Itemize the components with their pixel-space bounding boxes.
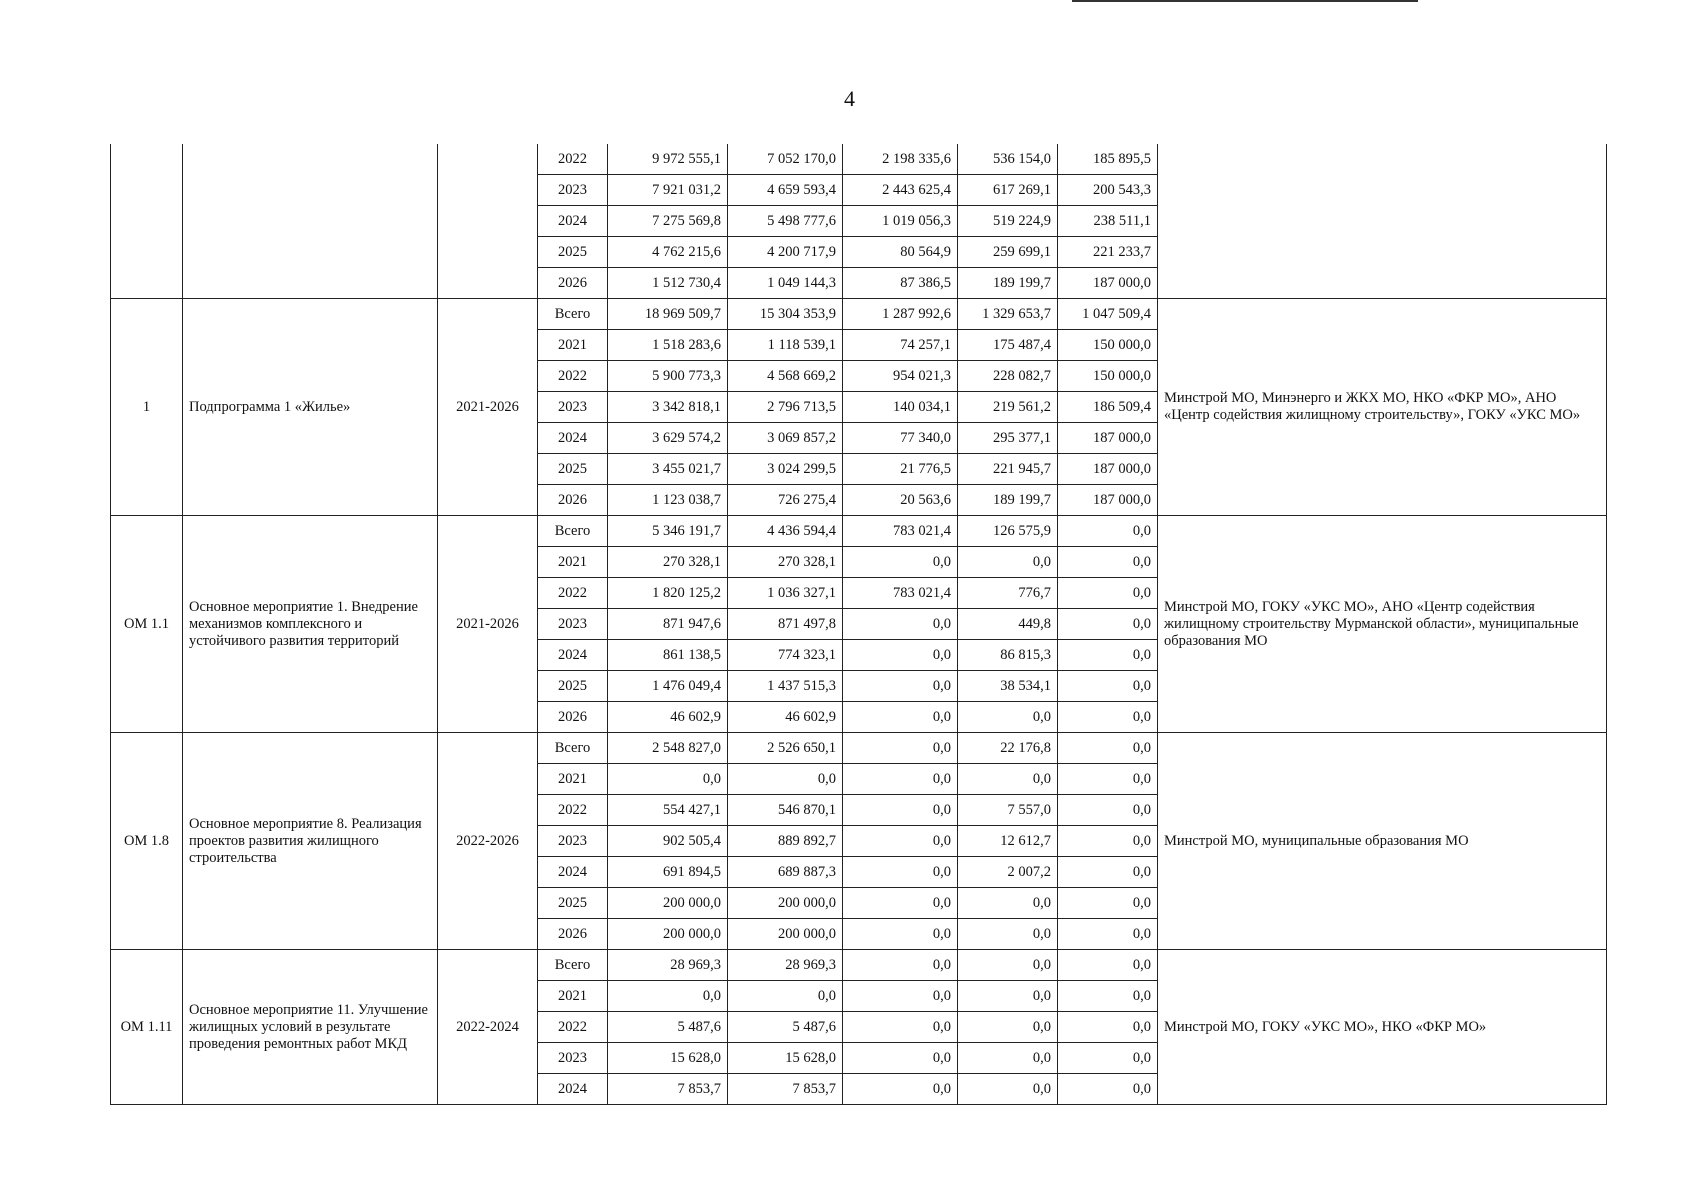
year-cell: Всего	[538, 516, 608, 547]
amount-cell-c4: 0,0	[1058, 857, 1158, 888]
amount-cell-c3: 1 329 653,7	[958, 299, 1058, 330]
amount-cell-c1: 28 969,3	[728, 950, 843, 981]
amount-cell-total: 270 328,1	[608, 547, 728, 578]
amount-cell-total: 4 762 215,6	[608, 237, 728, 268]
amount-cell-c4: 187 000,0	[1058, 454, 1158, 485]
amount-cell-total: 871 947,6	[608, 609, 728, 640]
amount-cell-c3: 776,7	[958, 578, 1058, 609]
amount-cell-total: 28 969,3	[608, 950, 728, 981]
amount-cell-total: 9 972 555,1	[608, 144, 728, 175]
amount-cell-c4: 150 000,0	[1058, 330, 1158, 361]
amount-cell-total: 0,0	[608, 981, 728, 1012]
item-term-cell: 2021-2026	[438, 299, 538, 516]
amount-cell-c4: 0,0	[1058, 671, 1158, 702]
amount-cell-c4: 0,0	[1058, 547, 1158, 578]
amount-cell-c3: 7 557,0	[958, 795, 1058, 826]
amount-cell-c1: 2 796 713,5	[728, 392, 843, 423]
amount-cell-c1: 726 275,4	[728, 485, 843, 516]
amount-cell-c2: 80 564,9	[843, 237, 958, 268]
amount-cell-c4: 0,0	[1058, 764, 1158, 795]
amount-cell-c3: 221 945,7	[958, 454, 1058, 485]
amount-cell-total: 861 138,5	[608, 640, 728, 671]
amount-cell-total: 5 900 773,3	[608, 361, 728, 392]
amount-cell-c2: 0,0	[843, 795, 958, 826]
amount-cell-c3: 22 176,8	[958, 733, 1058, 764]
year-cell: 2024	[538, 423, 608, 454]
amount-cell-c2: 20 563,6	[843, 485, 958, 516]
amount-cell-total: 200 000,0	[608, 888, 728, 919]
amount-cell-c1: 689 887,3	[728, 857, 843, 888]
amount-cell-c2: 2 443 625,4	[843, 175, 958, 206]
item-executors-cell: Минстрой МО, Минэнерго и ЖКХ МО, НКО «ФКР МО», АНО «Центр содействия жилищному строительству», ГОКУ «УКС МО»	[1158, 299, 1607, 516]
year-cell: 2021	[538, 764, 608, 795]
amount-cell-c1: 4 659 593,4	[728, 175, 843, 206]
amount-cell-c3: 0,0	[958, 764, 1058, 795]
year-cell: 2022	[538, 795, 608, 826]
amount-cell-c2: 0,0	[843, 1074, 958, 1105]
amount-cell-c1: 5 498 777,6	[728, 206, 843, 237]
continuation-executors-cell	[1158, 144, 1607, 299]
amount-cell-c4: 185 895,5	[1058, 144, 1158, 175]
amount-cell-c2: 77 340,0	[843, 423, 958, 454]
amount-cell-c3: 12 612,7	[958, 826, 1058, 857]
amount-cell-total: 3 455 021,7	[608, 454, 728, 485]
amount-cell-total: 1 820 125,2	[608, 578, 728, 609]
amount-cell-c2: 783 021,4	[843, 516, 958, 547]
year-cell: Всего	[538, 299, 608, 330]
amount-cell-total: 18 969 509,7	[608, 299, 728, 330]
item-number-cell: 1	[111, 299, 183, 516]
amount-cell-c2: 1 019 056,3	[843, 206, 958, 237]
amount-cell-c3: 449,8	[958, 609, 1058, 640]
item-name-cell: Подпрограмма 1 «Жилье»	[183, 299, 438, 516]
amount-cell-c1: 3 069 857,2	[728, 423, 843, 454]
item-number-cell: ОМ 1.11	[111, 950, 183, 1105]
amount-cell-total: 3 629 574,2	[608, 423, 728, 454]
year-cell: 2023	[538, 609, 608, 640]
amount-cell-c4: 200 543,3	[1058, 175, 1158, 206]
amount-cell-c4: 0,0	[1058, 981, 1158, 1012]
year-cell: 2026	[538, 268, 608, 299]
amount-cell-total: 3 342 818,1	[608, 392, 728, 423]
year-cell: 2024	[538, 1074, 608, 1105]
amount-cell-c4: 0,0	[1058, 950, 1158, 981]
amount-cell-total: 1 518 283,6	[608, 330, 728, 361]
year-cell: 2023	[538, 392, 608, 423]
amount-cell-c1: 46 602,9	[728, 702, 843, 733]
table-row	[111, 299, 1607, 330]
amount-cell-total: 7 921 031,2	[608, 175, 728, 206]
amount-cell-total: 7 853,7	[608, 1074, 728, 1105]
amount-cell-c4: 0,0	[1058, 1012, 1158, 1043]
amount-cell-c3: 219 561,2	[958, 392, 1058, 423]
amount-cell-c3: 38 534,1	[958, 671, 1058, 702]
amount-cell-total: 1 123 038,7	[608, 485, 728, 516]
year-cell: 2023	[538, 175, 608, 206]
financing-table	[110, 144, 1607, 1105]
amount-cell-total: 554 427,1	[608, 795, 728, 826]
amount-cell-c3: 0,0	[958, 1043, 1058, 1074]
item-term-cell: 2021-2026	[438, 516, 538, 733]
amount-cell-c2: 0,0	[843, 702, 958, 733]
amount-cell-c2: 0,0	[843, 826, 958, 857]
amount-cell-c1: 15 628,0	[728, 1043, 843, 1074]
continuation-no-cell	[111, 144, 183, 299]
amount-cell-total: 46 602,9	[608, 702, 728, 733]
amount-cell-c3: 0,0	[958, 1074, 1058, 1105]
amount-cell-c1: 7 853,7	[728, 1074, 843, 1105]
amount-cell-c1: 7 052 170,0	[728, 144, 843, 175]
table-row	[111, 516, 1607, 547]
amount-cell-c4: 0,0	[1058, 609, 1158, 640]
amount-cell-c4: 0,0	[1058, 578, 1158, 609]
amount-cell-c4: 187 000,0	[1058, 485, 1158, 516]
amount-cell-c4: 0,0	[1058, 516, 1158, 547]
amount-cell-c4: 238 511,1	[1058, 206, 1158, 237]
amount-cell-c3: 0,0	[958, 1012, 1058, 1043]
item-name-cell: Основное мероприятие 8. Реализация проектов развития жилищного строительства	[183, 733, 438, 950]
amount-cell-c1: 4 200 717,9	[728, 237, 843, 268]
item-term-cell: 2022-2024	[438, 950, 538, 1105]
year-cell: 2021	[538, 330, 608, 361]
amount-cell-total: 15 628,0	[608, 1043, 728, 1074]
year-cell: 2021	[538, 547, 608, 578]
amount-cell-c2: 87 386,5	[843, 268, 958, 299]
amount-cell-c4: 0,0	[1058, 1074, 1158, 1105]
year-cell: 2025	[538, 888, 608, 919]
amount-cell-c2: 0,0	[843, 981, 958, 1012]
amount-cell-c2: 0,0	[843, 1043, 958, 1074]
year-cell: 2022	[538, 1012, 608, 1043]
amount-cell-c4: 0,0	[1058, 733, 1158, 764]
year-cell: 2022	[538, 578, 608, 609]
continuation-name-cell	[183, 144, 438, 299]
amount-cell-c4: 186 509,4	[1058, 392, 1158, 423]
amount-cell-c1: 871 497,8	[728, 609, 843, 640]
amount-cell-c4: 0,0	[1058, 919, 1158, 950]
amount-cell-c1: 4 568 669,2	[728, 361, 843, 392]
amount-cell-c2: 0,0	[843, 609, 958, 640]
item-number-cell: ОМ 1.1	[111, 516, 183, 733]
item-executors-cell: Минстрой МО, ГОКУ «УКС МО», НКО «ФКР МО»	[1158, 950, 1607, 1105]
amount-cell-total: 0,0	[608, 764, 728, 795]
table-row	[111, 733, 1607, 764]
amount-cell-c2: 0,0	[843, 547, 958, 578]
amount-cell-total: 691 894,5	[608, 857, 728, 888]
year-cell: 2025	[538, 454, 608, 485]
table-row	[111, 144, 1607, 175]
item-executors-cell: Минстрой МО, муниципальные образования МО	[1158, 733, 1607, 950]
amount-cell-c1: 0,0	[728, 764, 843, 795]
year-cell: 2023	[538, 1043, 608, 1074]
amount-cell-c3: 0,0	[958, 888, 1058, 919]
item-number-cell: ОМ 1.8	[111, 733, 183, 950]
amount-cell-c2: 1 287 992,6	[843, 299, 958, 330]
amount-cell-c2: 0,0	[843, 919, 958, 950]
page-number: 4	[844, 86, 855, 111]
year-cell: 2021	[538, 981, 608, 1012]
amount-cell-total: 7 275 569,8	[608, 206, 728, 237]
year-cell: 2022	[538, 361, 608, 392]
amount-cell-c1: 5 487,6	[728, 1012, 843, 1043]
year-cell: 2026	[538, 919, 608, 950]
amount-cell-c1: 200 000,0	[728, 888, 843, 919]
amount-cell-c2: 783 021,4	[843, 578, 958, 609]
amount-cell-c4: 187 000,0	[1058, 268, 1158, 299]
amount-cell-c4: 0,0	[1058, 888, 1158, 919]
amount-cell-c3: 295 377,1	[958, 423, 1058, 454]
amount-cell-c2: 0,0	[843, 733, 958, 764]
amount-cell-c2: 0,0	[843, 857, 958, 888]
year-cell: 2023	[538, 826, 608, 857]
amount-cell-c1: 546 870,1	[728, 795, 843, 826]
amount-cell-total: 2 548 827,0	[608, 733, 728, 764]
amount-cell-c3: 228 082,7	[958, 361, 1058, 392]
amount-cell-c1: 2 526 650,1	[728, 733, 843, 764]
amount-cell-c3: 0,0	[958, 981, 1058, 1012]
amount-cell-c4: 221 233,7	[1058, 237, 1158, 268]
amount-cell-c2: 0,0	[843, 764, 958, 795]
amount-cell-c2: 954 021,3	[843, 361, 958, 392]
amount-cell-c1: 4 436 594,4	[728, 516, 843, 547]
amount-cell-c3: 126 575,9	[958, 516, 1058, 547]
year-cell: 2024	[538, 206, 608, 237]
year-cell: 2026	[538, 702, 608, 733]
amount-cell-c1: 889 892,7	[728, 826, 843, 857]
amount-cell-c2: 0,0	[843, 671, 958, 702]
amount-cell-c2: 21 776,5	[843, 454, 958, 485]
amount-cell-c3: 86 815,3	[958, 640, 1058, 671]
amount-cell-c1: 1 118 539,1	[728, 330, 843, 361]
amount-cell-total: 200 000,0	[608, 919, 728, 950]
item-name-cell: Основное мероприятие 1. Внедрение механизмов комплексного и устойчивого развития территорий	[183, 516, 438, 733]
amount-cell-c3: 0,0	[958, 702, 1058, 733]
amount-cell-c3: 0,0	[958, 950, 1058, 981]
continuation-term-cell	[438, 144, 538, 299]
year-cell: 2024	[538, 640, 608, 671]
year-cell: 2025	[538, 237, 608, 268]
amount-cell-c3: 189 199,7	[958, 268, 1058, 299]
amount-cell-c3: 2 007,2	[958, 857, 1058, 888]
amount-cell-c3: 259 699,1	[958, 237, 1058, 268]
amount-cell-c4: 150 000,0	[1058, 361, 1158, 392]
year-cell: 2026	[538, 485, 608, 516]
amount-cell-c3: 519 224,9	[958, 206, 1058, 237]
amount-cell-c2: 0,0	[843, 950, 958, 981]
amount-cell-c2: 140 034,1	[843, 392, 958, 423]
year-cell: 2025	[538, 671, 608, 702]
amount-cell-c2: 0,0	[843, 888, 958, 919]
year-cell: 2022	[538, 144, 608, 175]
year-cell: Всего	[538, 733, 608, 764]
amount-cell-c2: 74 257,1	[843, 330, 958, 361]
amount-cell-c3: 617 269,1	[958, 175, 1058, 206]
amount-cell-c4: 0,0	[1058, 702, 1158, 733]
year-cell: 2024	[538, 857, 608, 888]
amount-cell-c2: 0,0	[843, 1012, 958, 1043]
item-name-cell: Основное мероприятие 11. Улучшение жилищных условий в результате проведения ремонтных работ МКД	[183, 950, 438, 1105]
amount-cell-c4: 187 000,0	[1058, 423, 1158, 454]
amount-cell-c1: 3 024 299,5	[728, 454, 843, 485]
amount-cell-c1: 270 328,1	[728, 547, 843, 578]
top-signature-line	[1072, 0, 1418, 2]
amount-cell-c4: 0,0	[1058, 640, 1158, 671]
amount-cell-total: 5 346 191,7	[608, 516, 728, 547]
year-cell: Всего	[538, 950, 608, 981]
amount-cell-c1: 0,0	[728, 981, 843, 1012]
amount-cell-c1: 15 304 353,9	[728, 299, 843, 330]
item-term-cell: 2022-2026	[438, 733, 538, 950]
table-row	[111, 950, 1607, 981]
amount-cell-c1: 200 000,0	[728, 919, 843, 950]
amount-cell-c3: 175 487,4	[958, 330, 1058, 361]
amount-cell-c3: 189 199,7	[958, 485, 1058, 516]
amount-cell-c4: 0,0	[1058, 826, 1158, 857]
amount-cell-c2: 2 198 335,6	[843, 144, 958, 175]
amount-cell-c1: 1 049 144,3	[728, 268, 843, 299]
amount-cell-c4: 1 047 509,4	[1058, 299, 1158, 330]
amount-cell-total: 1 476 049,4	[608, 671, 728, 702]
amount-cell-c4: 0,0	[1058, 795, 1158, 826]
amount-cell-c3: 0,0	[958, 919, 1058, 950]
amount-cell-c3: 536 154,0	[958, 144, 1058, 175]
amount-cell-c1: 774 323,1	[728, 640, 843, 671]
amount-cell-c2: 0,0	[843, 640, 958, 671]
amount-cell-c1: 1 437 515,3	[728, 671, 843, 702]
amount-cell-total: 902 505,4	[608, 826, 728, 857]
amount-cell-c4: 0,0	[1058, 1043, 1158, 1074]
amount-cell-total: 5 487,6	[608, 1012, 728, 1043]
amount-cell-total: 1 512 730,4	[608, 268, 728, 299]
amount-cell-c1: 1 036 327,1	[728, 578, 843, 609]
amount-cell-c3: 0,0	[958, 547, 1058, 578]
item-executors-cell: Минстрой МО, ГОКУ «УКС МО», АНО «Центр содействия жилищному строительству Мурманской области», муниципальные образования МО	[1158, 516, 1607, 733]
